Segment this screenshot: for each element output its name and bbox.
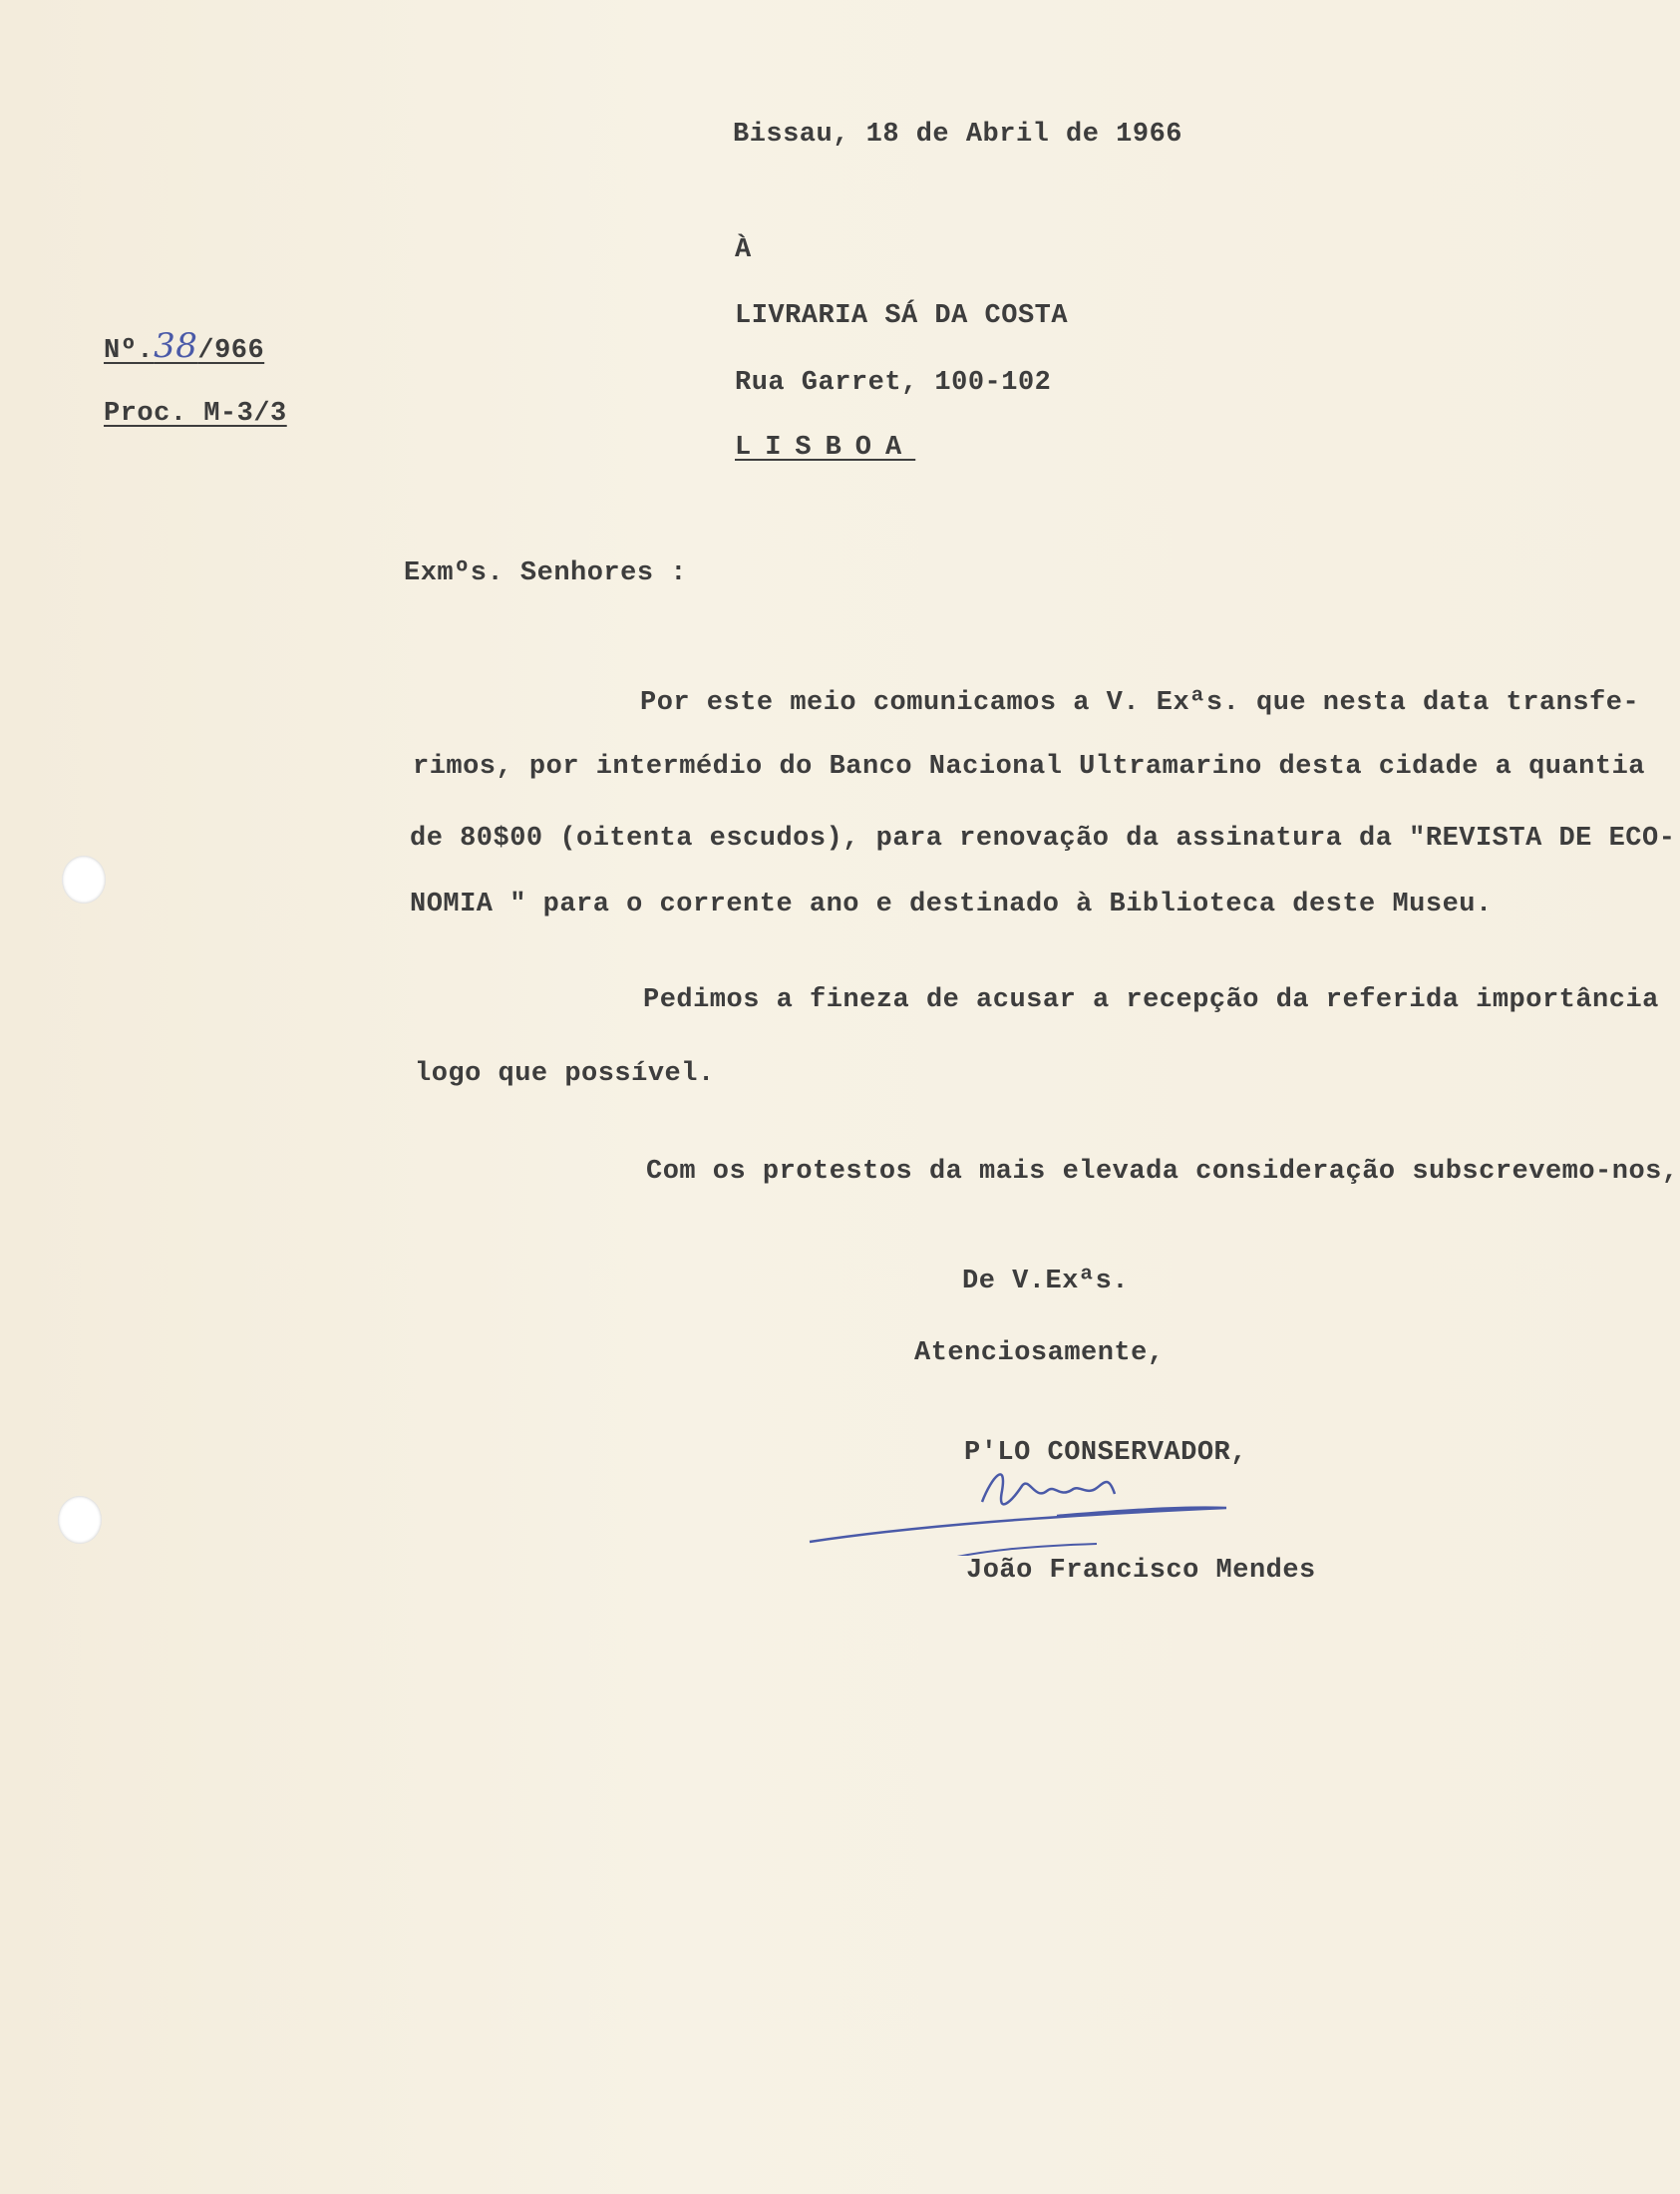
regards-line-2: Atenciosamente, (914, 1338, 1165, 1368)
body-line-1: Por este meio comunicamos a V. Exªs. que nesta data transfe- (640, 688, 1640, 718)
reference-number-prefix: Nº. (104, 336, 155, 366)
recipient-city: LISBOA (735, 433, 916, 463)
letter-date: Bissau, 18 de Abril de 1966 (733, 120, 1182, 150)
reference-number (104, 326, 265, 368)
punch-hole-bottom (58, 1496, 102, 1544)
regards-line-1: De V.Exªs. (962, 1267, 1130, 1296)
signature-stroke-letters (982, 1474, 1115, 1504)
reference-process: Proc. M-3/3 (104, 399, 287, 429)
body-line-3: de 80$00 (oitenta escudos), para renovação da assinatura da "REVISTA DE ECO- (410, 824, 1676, 854)
body-line-2: rimos, por intermédio do Banco Nacional Ultramarino desta cidade a quantia (413, 752, 1645, 782)
punch-hole-top (62, 856, 106, 904)
signature-stroke-main (810, 1508, 1226, 1542)
recipient-prefix: À (735, 235, 752, 265)
paragraph2-line-1: Pedimos a fineza de acusar a recepção da referida importância (643, 985, 1659, 1015)
closing-line: Com os protestos da mais elevada consideração subscrevemo-nos, (646, 1157, 1679, 1187)
reference-number-suffix: /966 (197, 336, 265, 366)
paragraph2-line-2: logo que possível. (415, 1059, 715, 1089)
recipient-name: LIVRARIA SÁ DA COSTA (735, 301, 1069, 331)
signatory-role: P'LO CONSERVADOR, (964, 1438, 1247, 1468)
reference-number-handwritten: 38 (154, 326, 198, 366)
body-line-4: NOMIA " para o corrente ano e destinado à Biblioteca deste Museu. (410, 890, 1493, 919)
recipient-street: Rua Garret, 100-102 (735, 368, 1052, 398)
signatory-name: João Francisco Mendes (966, 1556, 1316, 1586)
salutation: Exmºs. Senhores : (404, 558, 687, 588)
handwritten-signature (798, 1446, 1256, 1556)
